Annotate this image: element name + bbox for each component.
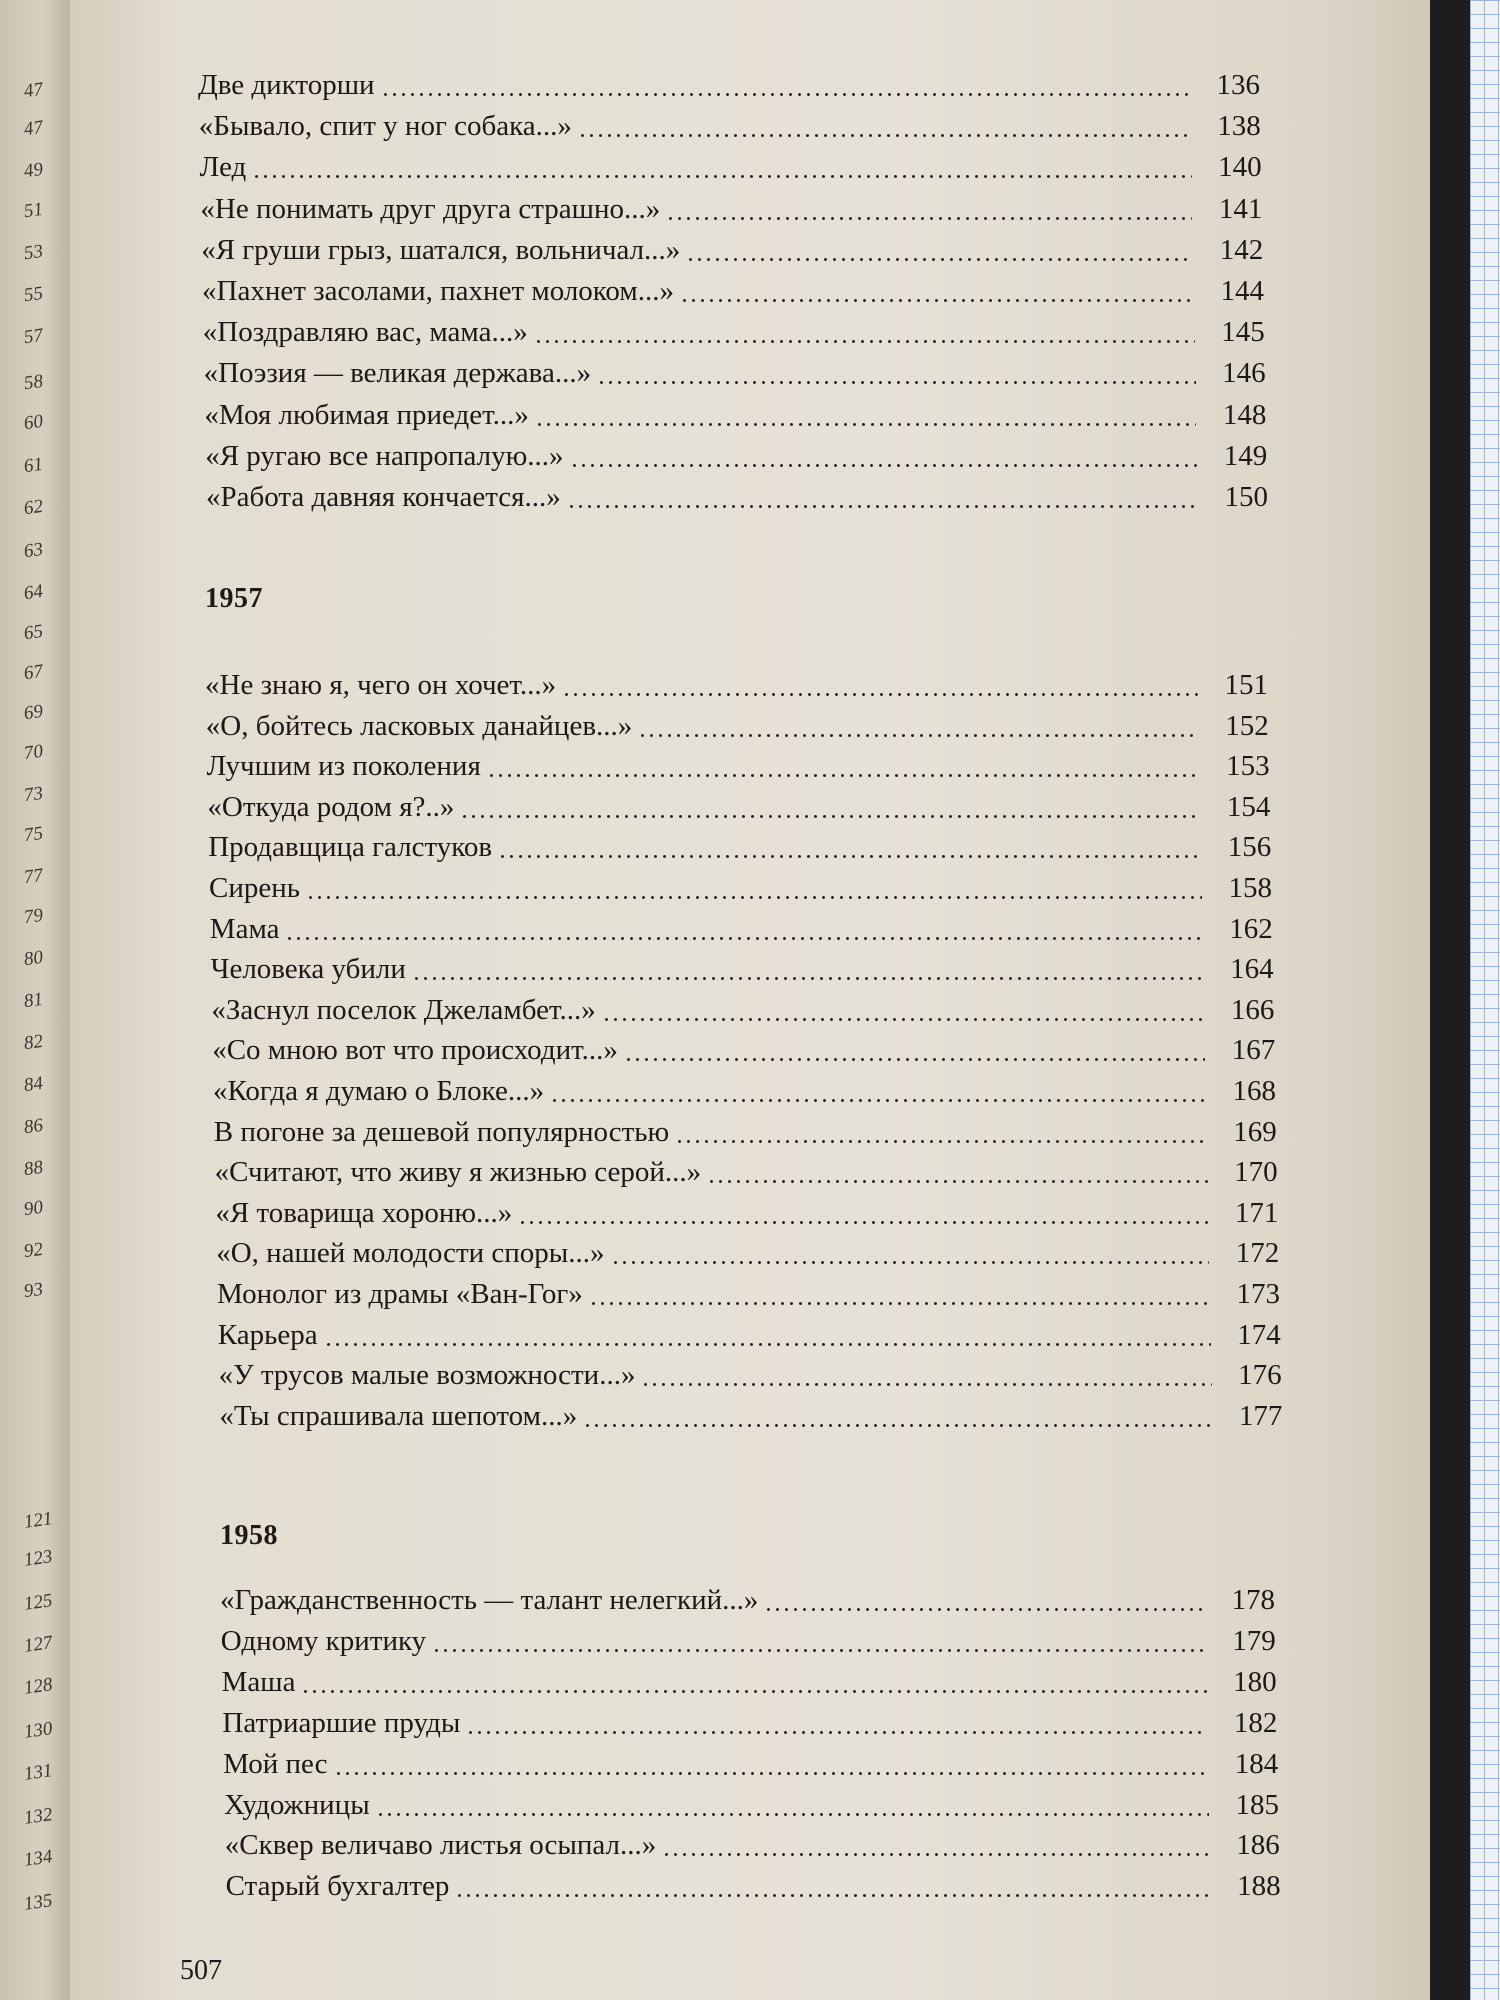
entry-page-number: 167 bbox=[1231, 1034, 1276, 1067]
toc-entry bbox=[213, 1066, 1276, 1106]
entry-page-number: 146 bbox=[1222, 357, 1266, 390]
entry-title: «Со мною вот что происходит...» bbox=[212, 1034, 618, 1067]
entry-page-number: 138 bbox=[1217, 110, 1261, 143]
dot-leader bbox=[324, 1343, 1211, 1346]
entry-page-number: 173 bbox=[1236, 1278, 1280, 1310]
dot-leader bbox=[675, 1140, 1207, 1143]
page-number: 507 bbox=[180, 1955, 222, 1986]
toc-entry bbox=[214, 1107, 1277, 1147]
entry-page-number: 172 bbox=[1235, 1237, 1280, 1270]
entry-title: Две дикторши bbox=[198, 69, 375, 101]
entry-page-number: 149 bbox=[1223, 439, 1268, 472]
entry-title: «У трусов малые возможности...» bbox=[218, 1359, 636, 1392]
dot-leader bbox=[624, 1058, 1205, 1061]
entry-title: Маша bbox=[221, 1665, 296, 1698]
entry-page-number: 186 bbox=[1236, 1829, 1280, 1862]
entry-page-number: 168 bbox=[1232, 1075, 1276, 1107]
margin-page-number: 58 bbox=[22, 370, 45, 395]
entry-title: Патриаршие пруды bbox=[222, 1706, 461, 1739]
toc-entry bbox=[200, 142, 1262, 182]
entry-page-number: 184 bbox=[1234, 1747, 1279, 1780]
toc-entry bbox=[208, 822, 1271, 862]
toc-entry bbox=[201, 225, 1263, 265]
margin-page-number: 49 bbox=[22, 158, 45, 183]
section-year-heading: 1958 bbox=[220, 1520, 278, 1551]
margin-page-number: 127 bbox=[22, 1632, 54, 1657]
toc-entry bbox=[216, 1228, 1279, 1268]
entry-page-number: 136 bbox=[1216, 69, 1260, 101]
entry-title: «Не понимать друг друга страшно...» bbox=[200, 192, 661, 225]
toc-entry bbox=[204, 390, 1266, 430]
entry-page-number: 176 bbox=[1238, 1359, 1282, 1392]
entry-title: Человека убили bbox=[210, 953, 406, 986]
dot-leader bbox=[589, 1302, 1210, 1305]
toc-entry bbox=[205, 431, 1267, 471]
margin-page-number: 63 bbox=[22, 538, 45, 563]
entry-page-number: 141 bbox=[1218, 192, 1263, 225]
dot-leader bbox=[534, 340, 1195, 343]
dot-leader bbox=[686, 258, 1193, 261]
entry-page-number: 148 bbox=[1222, 398, 1267, 431]
dot-leader bbox=[578, 134, 1191, 137]
toc-entry bbox=[225, 1820, 1280, 1860]
margin-page-number: 75 bbox=[22, 822, 45, 847]
entry-title: «Я ругаю все напропалую...» bbox=[205, 439, 564, 472]
entry-page-number: 170 bbox=[1234, 1156, 1278, 1189]
entry-title: «Гражданственность — талант нелегкий...» bbox=[220, 1584, 759, 1616]
dot-leader bbox=[466, 1731, 1207, 1734]
entry-title: «Поэзия — великая держава...» bbox=[203, 357, 592, 390]
entry-title: Карьера bbox=[217, 1318, 318, 1351]
toc-entry bbox=[205, 660, 1268, 700]
margin-page-number: 69 bbox=[22, 700, 45, 725]
margin-page-number: 70 bbox=[22, 740, 45, 765]
entry-title: «Откуда родом я?..» bbox=[207, 790, 455, 823]
entry-title: Мой пес bbox=[223, 1747, 328, 1780]
entry-title: «Работа давняя кончается...» bbox=[206, 481, 561, 513]
entry-page-number: 180 bbox=[1233, 1665, 1277, 1698]
margin-page-number: 134 bbox=[22, 1846, 54, 1871]
margin-page-number: 65 bbox=[22, 620, 45, 645]
entry-page-number: 188 bbox=[1237, 1870, 1281, 1903]
dot-leader bbox=[306, 896, 1202, 899]
entry-title: «Не знаю я, чего он хочет...» bbox=[205, 669, 557, 701]
margin-page-number: 86 bbox=[22, 1114, 45, 1139]
margin-page-number: 135 bbox=[22, 1890, 54, 1915]
toc-entry bbox=[220, 1575, 1275, 1615]
entry-title: «Бывало, спит у ног собака...» bbox=[198, 110, 572, 143]
entry-title: «Считают, что живу я жизнью серой...» bbox=[214, 1156, 702, 1189]
margin-page-number: 47 bbox=[22, 116, 45, 141]
margin-page-number: 67 bbox=[22, 660, 45, 685]
toc-entry bbox=[221, 1616, 1276, 1656]
toc-entry bbox=[202, 266, 1264, 306]
dot-leader bbox=[487, 774, 1200, 777]
toc-entry bbox=[217, 1269, 1280, 1309]
dot-leader bbox=[662, 1853, 1210, 1856]
margin-page-number: 81 bbox=[22, 988, 45, 1013]
toc-entry bbox=[207, 741, 1270, 781]
entry-title: Старый бухгалтер bbox=[225, 1870, 450, 1903]
dot-leader bbox=[252, 175, 1191, 178]
entry-title: «О, бойтесь ласковых данайцев...» bbox=[205, 709, 633, 742]
toc-entry bbox=[211, 944, 1274, 984]
entry-page-number: 158 bbox=[1228, 872, 1272, 904]
toc-entry bbox=[204, 348, 1266, 388]
entry-page-number: 153 bbox=[1226, 750, 1270, 783]
margin-page-number: 121 bbox=[22, 1508, 54, 1533]
entry-title: Продавщица галстуков bbox=[208, 831, 493, 864]
dot-leader bbox=[638, 734, 1199, 737]
entry-title: Монолог из драмы «Ван-Гог» bbox=[217, 1278, 583, 1310]
margin-page-number: 128 bbox=[22, 1674, 54, 1699]
toc-entry bbox=[215, 1147, 1278, 1187]
entry-title: Мама bbox=[209, 912, 280, 945]
entry-page-number: 151 bbox=[1224, 669, 1268, 701]
entry-title: «Сквер величаво листья осыпал...» bbox=[224, 1829, 657, 1862]
margin-page-number: 61 bbox=[22, 453, 45, 478]
entry-page-number: 142 bbox=[1219, 233, 1264, 266]
entry-page-number: 174 bbox=[1237, 1318, 1281, 1351]
dot-leader bbox=[460, 815, 1200, 818]
entry-page-number: 166 bbox=[1230, 993, 1275, 1026]
toc-entry bbox=[203, 307, 1265, 347]
entry-title: В погоне за дешевой популярностью bbox=[213, 1115, 670, 1148]
entry-title: «Поздравляю вас, мама...» bbox=[202, 316, 528, 349]
entry-page-number: 156 bbox=[1227, 831, 1272, 864]
toc-entry bbox=[198, 60, 1260, 100]
book-cover-edge bbox=[1430, 0, 1470, 2000]
toc-entry bbox=[222, 1657, 1277, 1697]
toc-entry bbox=[210, 904, 1273, 944]
entry-title: Одному критику bbox=[220, 1624, 427, 1657]
margin-page-number: 77 bbox=[22, 864, 45, 889]
margin-page-number: 92 bbox=[22, 1238, 45, 1263]
entry-title: «Моя любимая приедет...» bbox=[204, 398, 529, 431]
toc-entry bbox=[212, 1025, 1275, 1065]
dot-leader bbox=[285, 937, 1202, 940]
margin-page-number: 73 bbox=[22, 782, 45, 807]
dot-leader bbox=[611, 1261, 1210, 1264]
toc-entry bbox=[218, 1310, 1281, 1350]
dot-leader bbox=[562, 693, 1198, 696]
margin-page-number: 55 bbox=[22, 282, 45, 307]
dot-leader bbox=[680, 299, 1194, 302]
margin-page-number: 79 bbox=[22, 904, 45, 929]
dot-leader bbox=[764, 1608, 1205, 1611]
dot-leader bbox=[602, 1018, 1205, 1021]
margin-page-number: 57 bbox=[22, 324, 45, 349]
facing-page-edge bbox=[0, 0, 70, 2000]
dot-leader bbox=[376, 1813, 1209, 1816]
entry-page-number: 185 bbox=[1235, 1788, 1279, 1821]
margin-page-number: 131 bbox=[22, 1760, 54, 1785]
entry-title: Лед bbox=[199, 151, 247, 184]
toc-entry bbox=[222, 1698, 1277, 1738]
dot-leader bbox=[641, 1383, 1211, 1386]
dot-leader bbox=[583, 1424, 1212, 1427]
dot-leader bbox=[334, 1772, 1209, 1775]
entry-page-number: 169 bbox=[1233, 1115, 1277, 1148]
margin-page-number: 123 bbox=[22, 1546, 54, 1571]
toc-entry bbox=[226, 1861, 1281, 1901]
toc-entry bbox=[207, 782, 1270, 822]
dot-leader bbox=[550, 1099, 1206, 1102]
margin-page-number: 132 bbox=[22, 1804, 54, 1829]
dot-leader bbox=[412, 977, 1204, 980]
section-year-heading: 1957 bbox=[205, 583, 263, 614]
toc-entry bbox=[224, 1780, 1279, 1820]
margin-page-number: 47 bbox=[22, 78, 45, 103]
entry-page-number: 171 bbox=[1234, 1196, 1279, 1229]
margin-page-number: 62 bbox=[22, 495, 45, 520]
dot-leader bbox=[381, 93, 1190, 96]
entry-page-number: 182 bbox=[1233, 1706, 1278, 1739]
dot-leader bbox=[455, 1894, 1210, 1897]
toc-entry bbox=[219, 1391, 1282, 1431]
dot-leader bbox=[666, 217, 1192, 220]
toc-entry bbox=[219, 1350, 1282, 1390]
entry-title: Лучшим из поколения bbox=[206, 750, 481, 783]
dot-leader bbox=[570, 464, 1198, 467]
dot-leader bbox=[301, 1690, 1206, 1693]
toc-entry bbox=[206, 472, 1268, 512]
dot-leader bbox=[498, 855, 1201, 858]
entry-page-number: 179 bbox=[1232, 1624, 1276, 1657]
margin-page-number: 53 bbox=[22, 240, 45, 265]
margin-page-number: 130 bbox=[22, 1718, 54, 1743]
entry-title: «О, нашей молодости споры...» bbox=[216, 1237, 605, 1270]
entry-title: «Я товарища хороню...» bbox=[215, 1196, 513, 1229]
entry-title: «Ты спрашивала шепотом...» bbox=[219, 1399, 578, 1432]
margin-page-number: 90 bbox=[22, 1196, 45, 1221]
entry-title: Художницы bbox=[224, 1788, 370, 1821]
toc-entry bbox=[215, 1188, 1278, 1228]
margin-page-number: 64 bbox=[22, 580, 45, 605]
dot-leader bbox=[432, 1649, 1206, 1652]
dot-leader bbox=[707, 1180, 1207, 1183]
entry-page-number: 177 bbox=[1238, 1399, 1283, 1432]
entry-page-number: 145 bbox=[1221, 316, 1265, 349]
margin-page-number: 88 bbox=[22, 1156, 45, 1181]
dot-leader bbox=[535, 423, 1196, 426]
entry-page-number: 154 bbox=[1226, 790, 1271, 823]
entry-title: «Заснул поселок Джеламбет...» bbox=[211, 993, 596, 1026]
toc-entry bbox=[211, 985, 1274, 1025]
entry-page-number: 140 bbox=[1218, 151, 1262, 184]
toc-entry bbox=[200, 184, 1262, 224]
entry-page-number: 150 bbox=[1224, 481, 1268, 513]
entry-title: «Я груши грыз, шатался, вольничал...» bbox=[201, 233, 681, 266]
margin-page-number: 60 bbox=[22, 410, 45, 435]
margin-page-number: 82 bbox=[22, 1030, 45, 1055]
entry-title: «Пахнет засолами, пахнет молоком...» bbox=[202, 275, 674, 307]
toc-entry bbox=[223, 1739, 1278, 1779]
margin-page-number: 125 bbox=[22, 1590, 54, 1615]
margin-page-number: 93 bbox=[22, 1278, 45, 1303]
toc-entry bbox=[199, 101, 1261, 141]
margin-page-number: 51 bbox=[22, 198, 45, 223]
graph-paper-background bbox=[1470, 0, 1500, 2000]
entry-page-number: 144 bbox=[1220, 275, 1264, 307]
entry-title: Сирень bbox=[209, 872, 300, 904]
margin-page-number: 80 bbox=[22, 946, 45, 971]
toc-entry bbox=[206, 701, 1269, 741]
entry-page-number: 164 bbox=[1230, 953, 1274, 986]
margin-page-number: 84 bbox=[22, 1072, 45, 1097]
dot-leader bbox=[518, 1221, 1208, 1224]
entry-page-number: 162 bbox=[1229, 912, 1273, 945]
entry-title: «Когда я думаю о Блоке...» bbox=[213, 1075, 545, 1107]
dot-leader bbox=[567, 505, 1198, 508]
dot-leader bbox=[597, 381, 1195, 384]
entry-page-number: 178 bbox=[1231, 1584, 1275, 1616]
entry-page-number: 152 bbox=[1225, 709, 1269, 742]
toc-entry bbox=[209, 863, 1272, 903]
